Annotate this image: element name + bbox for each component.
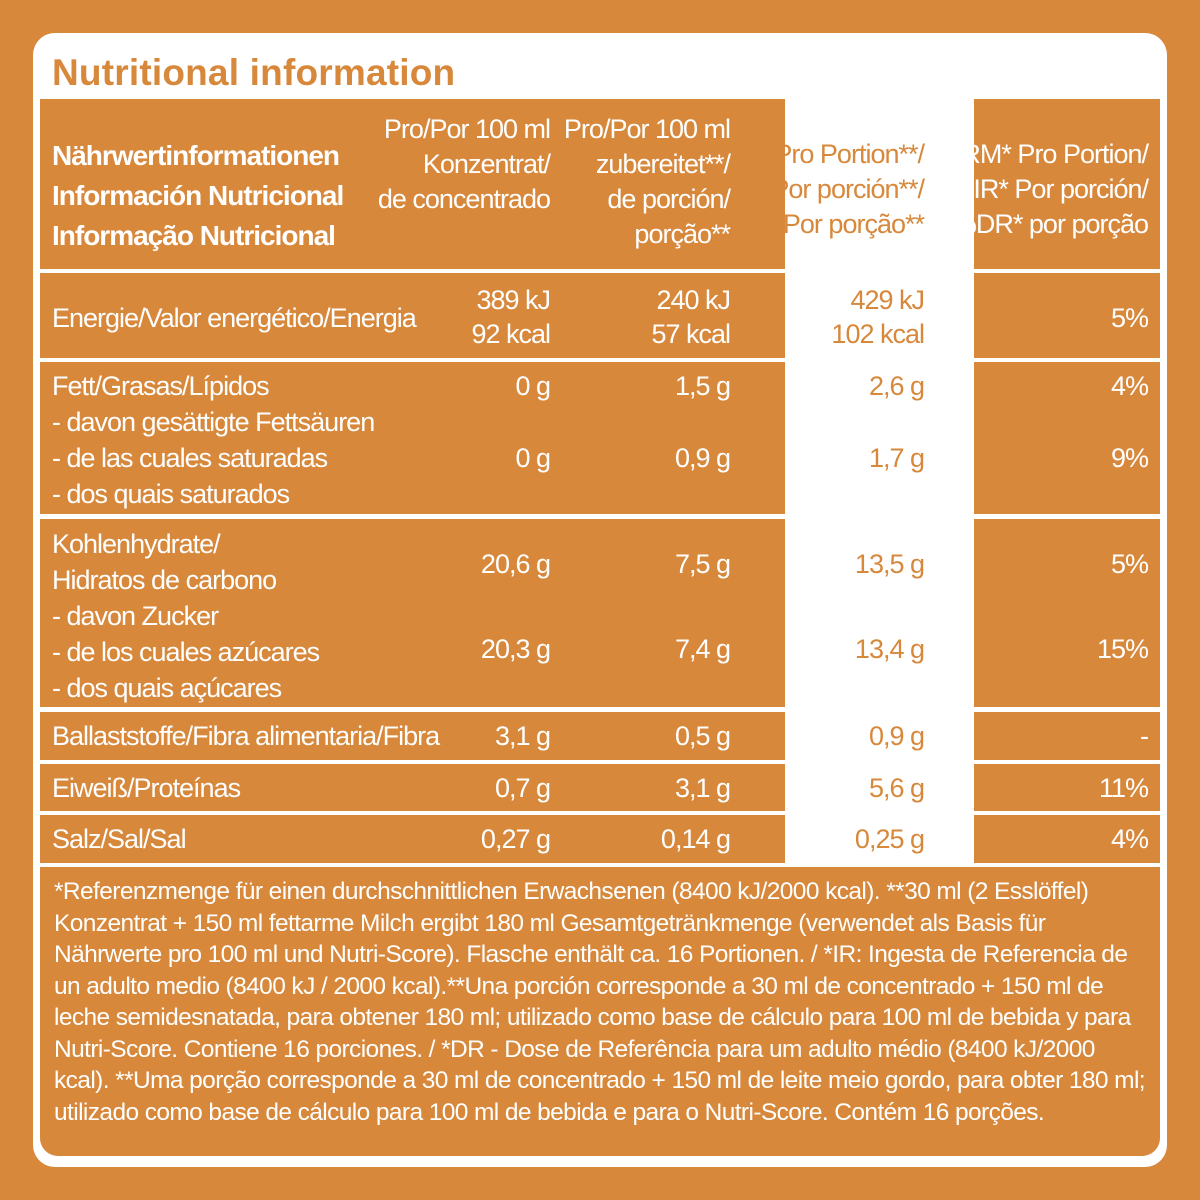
value-reference-intake: 15%: [1096, 634, 1148, 664]
header-line: zubereitet**/: [595, 149, 730, 179]
row-label: [52, 368, 374, 512]
label-line: - de las cuales saturadas: [52, 443, 328, 473]
footnote-block: [40, 867, 1160, 1156]
row-energy: [40, 273, 1160, 358]
label-line: - dos quais saturados: [52, 479, 290, 509]
header-prepared: [564, 112, 730, 252]
value-line: 57 kcal: [651, 319, 730, 349]
header-label-line: Información Nutricional: [52, 180, 344, 211]
value-prepared: [651, 283, 730, 351]
value-line: 102 kcal: [831, 319, 924, 349]
value-concentrate: 0 g: [515, 443, 550, 473]
value-portion: 0,9 g: [868, 721, 924, 751]
value-reference-intake: 4%: [1110, 371, 1148, 401]
header-line: Konzentrat/: [422, 149, 550, 179]
label-line: Kohlenhydrate/: [52, 529, 220, 559]
label-line: - dos quais açúcares: [52, 673, 282, 703]
row-fat: [40, 362, 1160, 514]
header-line: Por porção**: [782, 209, 924, 239]
header-portion: [771, 137, 924, 242]
value-reference-intake: 5%: [1110, 303, 1148, 333]
value-concentrate: 0 g: [515, 371, 550, 401]
label-line: - davon Zucker: [52, 601, 219, 631]
header-line: % RM* Pro Portion/: [931, 139, 1148, 169]
value-prepared: 7,4 g: [674, 634, 730, 664]
value-prepared: 7,5 g: [674, 549, 730, 579]
value-concentrate: 20,6 g: [480, 549, 550, 579]
label-line: Hidratos de carbono: [52, 565, 277, 595]
value-prepared: 0,14 g: [660, 824, 730, 854]
value-portion: 0,25 g: [854, 824, 924, 854]
value-concentrate: [471, 283, 550, 351]
header-label-line: Nährwertinformationen: [52, 140, 340, 171]
label-line: - de los cuales azúcares: [52, 637, 320, 667]
value-prepared: 1,5 g: [674, 371, 730, 401]
value-reference-intake: 9%: [1110, 443, 1148, 473]
row-fibre: [40, 712, 1160, 760]
header-line: %IR* Por porción/: [950, 174, 1148, 204]
value-portion: 5,6 g: [868, 773, 924, 803]
header-label-line: Informação Nutricional: [52, 220, 335, 251]
table-header: [40, 99, 1160, 269]
row-label: Eiweiß/Proteínas: [52, 773, 241, 803]
value-prepared: 3,1 g: [674, 773, 730, 803]
header-line: de concentrado: [377, 184, 550, 214]
row-label: Energie/Valor energético/Energia: [52, 303, 416, 333]
footnote-text: *Referenzmenge für einen durchschnittlichen Erwachsenen (8400 kJ/2000 kcal). **30 ml (2 Esslöffel) Konzentrat + 150 ml fettarme Milch ergibt 180 ml Gesamtgetränkmenge (verwendet als Basis für Nährwerte pro 100 ml und Nutri-Score). Flasche enthält ca. 16 Portionen. / *IR: Ingesta de Referencia de un adulto medio (8400 kJ / 2000 kcal).**Una porción corresponde a 30 ml de concentrado + 150 ml de leche semidesnatada, para obtener 180 ml; utilizado como base de cálculo para 100 ml de bebida y para Nutri-Score. Contiene 16 porciones. / *DR - Dose de Referência para um adulto médio (8400 kJ/2000 kcal). **Uma porção corresponde a 30 ml de concentrado + 150 ml de leite meio gordo, para obter 180 ml; utilizado como base de cálculo para 100 ml de bebida e para o Nutri-Score. Contém 16 porções.: [54, 878, 1146, 1126]
value-line: 240 kJ: [656, 285, 730, 315]
value-reference-intake: 4%: [1110, 824, 1148, 854]
value-portion: [831, 283, 924, 351]
value-line: 389 kJ: [476, 285, 550, 315]
header-line: Pro/Por 100 ml: [383, 114, 550, 144]
value-reference-intake: 5%: [1110, 549, 1148, 579]
header-line: Pro Portion**/: [774, 139, 924, 169]
value-concentrate: 0,7 g: [494, 773, 550, 803]
header-line: porção**: [634, 219, 730, 249]
header-reference-intake: [932, 137, 1148, 242]
label-line: - davon gesättigte Fettsäuren: [52, 407, 375, 437]
value-line: 429 kJ: [850, 285, 924, 315]
row-protein: [40, 764, 1160, 811]
value-concentrate: 20,3 g: [480, 634, 550, 664]
value-portion: 13,5 g: [854, 549, 924, 579]
header-concentrate: [378, 112, 550, 217]
label-line: Fett/Grasas/Lípidos: [52, 371, 269, 401]
header-label: [52, 136, 343, 256]
value-portion: 13,4 g: [854, 634, 924, 664]
value-concentrate: 3,1 g: [494, 721, 550, 751]
row-salt: [40, 815, 1160, 863]
header-line: Por porción**/: [771, 174, 924, 204]
header-line: Pro/Por 100 ml: [563, 114, 730, 144]
value-prepared: 0,9 g: [674, 443, 730, 473]
value-reference-intake: -: [1140, 721, 1148, 751]
value-prepared: 0,5 g: [674, 721, 730, 751]
value-concentrate: 0,27 g: [480, 824, 550, 854]
row-label: [52, 526, 319, 706]
row-label: Salz/Sal/Sal: [52, 824, 186, 854]
value-reference-intake: 11%: [1098, 773, 1148, 803]
value-line: 92 kcal: [471, 319, 550, 349]
value-portion: 1,7 g: [868, 443, 924, 473]
header-line: %DR* por porção: [952, 209, 1148, 239]
page-title: Nutritional information: [52, 52, 456, 93]
row-label: Ballaststoffe/Fibra alimentaria/Fibra: [52, 721, 440, 751]
row-carbohydrates: [40, 519, 1160, 707]
header-line: de porción/: [607, 184, 730, 214]
value-portion: 2,6 g: [868, 371, 924, 401]
